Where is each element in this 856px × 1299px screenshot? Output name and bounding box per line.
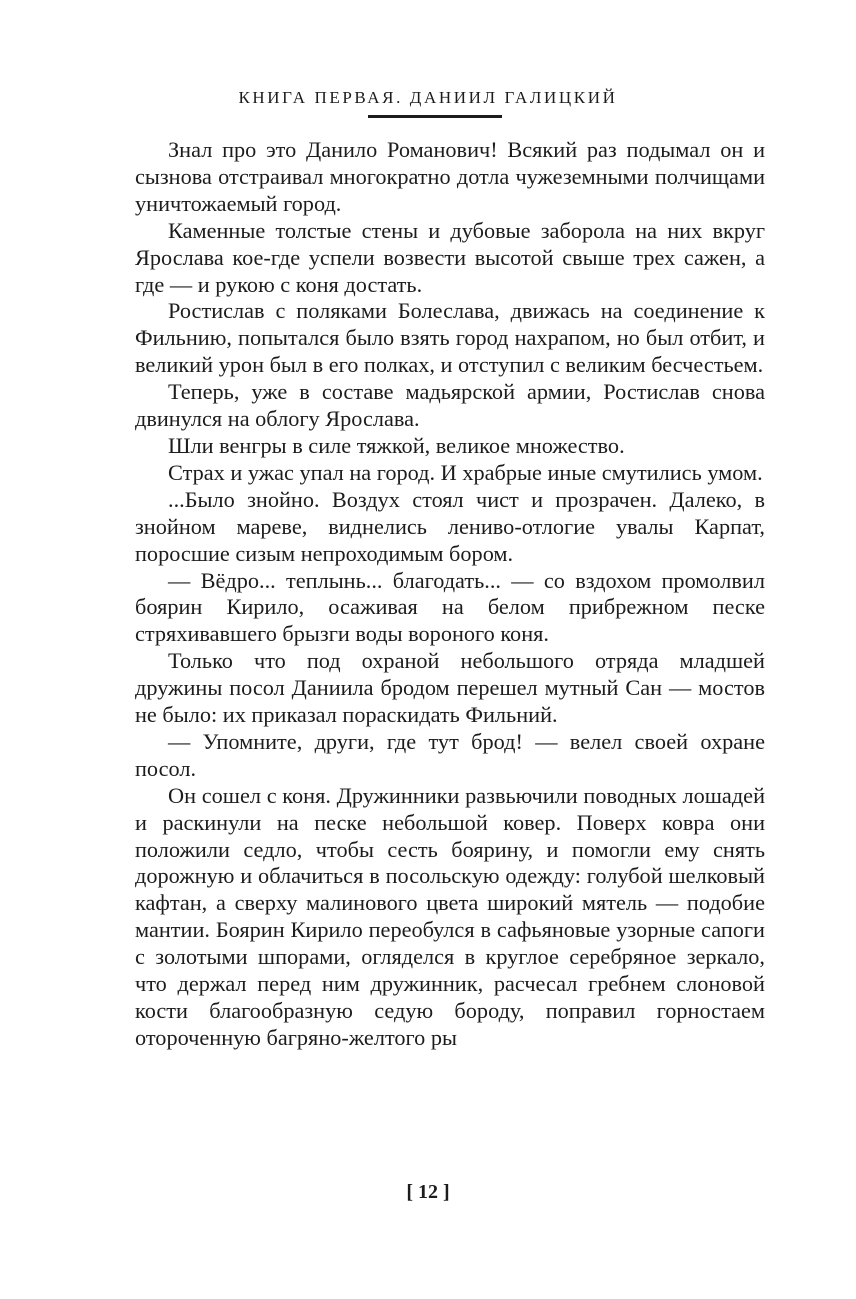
paragraph: Каменные толстые стены и дубовые заборола на них вкруг Ярослава кое-где успели возвести высотой свыше трех сажен, а где — и рукою с коня достать. [135, 217, 765, 297]
paragraph: Шли венгры в силе тяжкой, великое множество. [168, 432, 625, 458]
paragraph: ...Было знойно. Воздух стоял чист и прозрачен. Далеко, в знойном мареве, виднелись лениво-отлогие увалы Карпат, поросшие сизым непроходимым бором. [135, 486, 765, 566]
header-rule [368, 115, 502, 118]
paragraph: Теперь, уже в составе мадьярской армии, Ростислав снова двинулся на облогу Ярослава. [135, 379, 765, 432]
dialogue-paragraph: — Вёдро... теплынь... благодать... — со вздохом промолвил боярин Кирило, осаживая на белом прибрежном песке стряхивавшего брызги воды вороного коня. [135, 567, 765, 647]
running-head: КНИГА ПЕРВАЯ. ДАНИИЛ ГАЛИЦКИЙ [238, 88, 618, 107]
paragraph: Он сошел с коня. Дружинники развьючили поводных лошадей и раскинули на песке небольшой ковер. Поверх ковра они положили седло, чтобы сесть боярину, и помогли ему снять дорожную и облачиться в посольскую одежду: голубой шелковый кафтан, а сверху малинового цвета широкий мятель — подобие мантии. Боярин Кирило переобулся в сафьяновые узорные сапоги с золотыми шпорами, огляделся в круглое серебряное зеркало, что держал перед ним дружинник, расчесал гребнем слоновой кости благообразную седую бороду, поправил горностаем отороченную багряно-желтого ры [135, 782, 765, 1050]
body-text [135, 137, 765, 1052]
paragraph: Знал про это Данило Романович! Всякий раз подымал он и сызнова отстраивал многократно дотла чужеземными полчищами уничтожаемый город. [135, 137, 765, 216]
paragraph: Страх и ужас упал на город. И храбрые иные смутились умом. [168, 459, 763, 485]
page-number: [ 12 ] [406, 1181, 450, 1203]
dialogue-paragraph: — Упомните, други, где тут брод! — велел своей охране посол. [135, 728, 765, 781]
paragraph: Только что под охраной небольшого отряда младшей дружины посол Даниила бродом перешел мутный Сан — мостов не было: их приказал пораскидать Фильний. [135, 648, 765, 728]
paragraph: Ростислав с поляками Болеслава, движась на соединение к Фильнию, попытался было взять город нахрапом, но был отбит, и великий урон был в его полках, и отступил с великим бесчестьем. [135, 298, 765, 378]
